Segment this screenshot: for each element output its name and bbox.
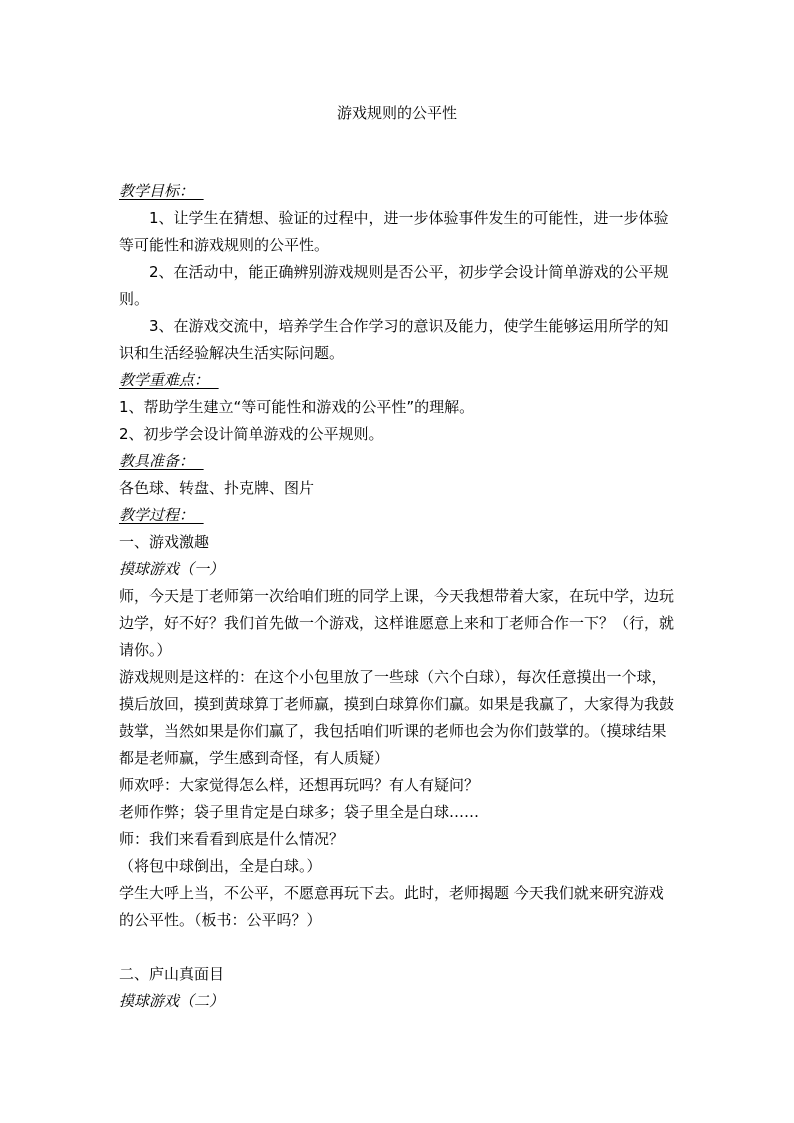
paragraph-gap xyxy=(119,934,675,961)
game-heading-2: 摸球游戏（二） xyxy=(119,992,225,1010)
key-point-1: 1、帮助学生建立“等可能性和游戏的公平性”的理解。 xyxy=(119,398,475,416)
goals-heading: 教学目标： xyxy=(119,182,195,200)
paragraph-5: 师：我们来看看到底是什么情况？ xyxy=(119,830,345,848)
materials-list: 各色球、转盘、扑克牌、图片 xyxy=(119,479,315,497)
goal-item-2: 2、在活动中，能正确辨别游戏规则是否公平，初步学会设计简单游戏的公平规则。 xyxy=(119,263,669,308)
section-heading-1: 一、游戏激趣 xyxy=(119,533,210,551)
section-heading-2: 二、庐山真面目 xyxy=(119,965,225,983)
paragraph-3: 师欢呼：大家觉得怎么样，还想再玩吗？有人有疑问？ xyxy=(119,776,480,794)
key-point-2: 2、初步学会设计简单游戏的公平规则。 xyxy=(119,425,384,443)
process-heading: 教学过程： xyxy=(119,506,195,524)
game-heading-1: 摸球游戏（一） xyxy=(119,560,225,578)
key-points-heading: 教学重难点： xyxy=(119,371,210,389)
paragraph-1: 师，今天是丁老师第一次给咱们班的同学上课，今天我想带着大家，在玩中学，边玩边学，好不好？我们首先做一个游戏，这样谁愿意上来和丁老师合作一下？（行，就请你。） xyxy=(119,587,675,659)
document-title: 游戏规则的公平性 xyxy=(336,104,457,122)
paragraph-7: 学生大呼上当，不公平，不愿意再玩下去。此时，老师揭题 今天我们就来研究游戏的公平性。（板书：公平吗？） xyxy=(119,884,664,929)
paragraph-4: 老师作弊；袋子里肯定是白球多；袋子里全是白球…… xyxy=(119,803,480,821)
materials-heading: 教具准备： xyxy=(119,452,195,470)
document-body xyxy=(119,178,675,1015)
goal-item-3: 3、在游戏交流中，培养学生合作学习的意识及能力，使学生能够运用所学的知识和生活经验解决生活实际问题。 xyxy=(119,317,669,362)
paragraph-2: 游戏规则是这样的：在这个小包里放了一些球（六个白球），每次任意摸出一个球，摸后放回，摸到黄球算丁老师赢，摸到白球算你们赢。如果是我赢了，大家得为我鼓鼓掌，当然如果是你们赢了，我包括咱们听课的老师也会为你们鼓掌的。（摸球结果都是老师赢，学生感到奇怪，有人质疑） xyxy=(119,668,675,767)
paragraph-6: （将包中球倒出，全是白球。） xyxy=(119,857,322,875)
goal-item-1: 1、让学生在猜想、验证的过程中，进一步体验事件发生的可能性，进一步体验等可能性和游戏规则的公平性。 xyxy=(119,209,669,254)
